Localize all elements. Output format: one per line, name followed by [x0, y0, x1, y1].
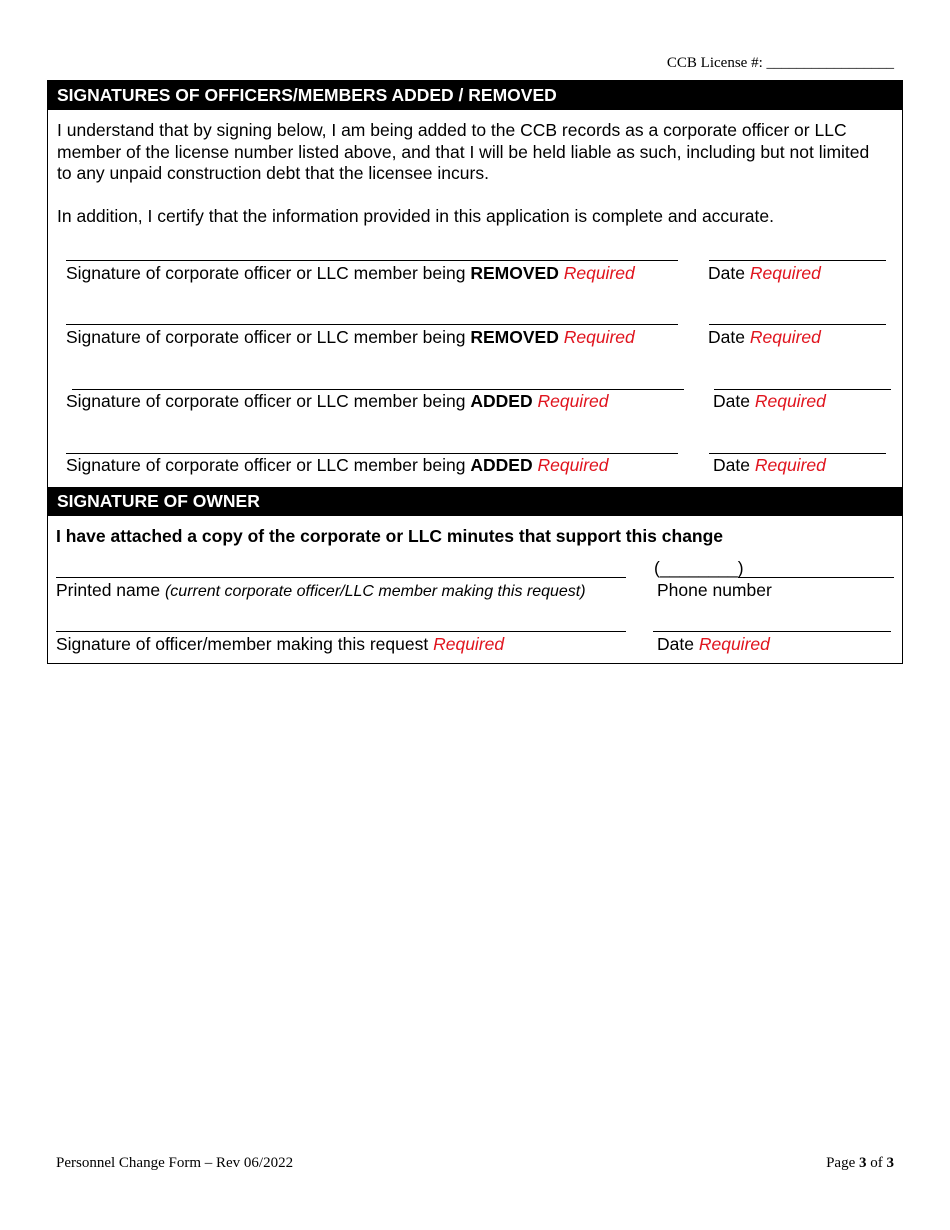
section-header-signatures: SIGNATURES OF OFFICERS/MEMBERS ADDED / REMOVED [48, 81, 902, 110]
minutes-attached-statement: I have attached a copy of the corporate or LLC minutes that support this change [56, 526, 724, 546]
ccb-license-field [667, 55, 894, 72]
signature-label-added-2: Signature of corporate officer or LLC member being ADDED Required [66, 455, 609, 475]
signature-line-added-2[interactable] [66, 453, 678, 454]
owner-date-line[interactable] [653, 631, 891, 632]
required-marker: Required [433, 634, 505, 654]
required-marker: Required [754, 391, 826, 411]
ccb-license-input[interactable]: _________________ [766, 55, 894, 71]
phone-area-code[interactable]: (________) [654, 558, 744, 578]
ccb-license-label: CCB License #: [666, 55, 763, 71]
form-frame [47, 80, 903, 664]
date-label-removed-2: Date Required [708, 327, 821, 347]
printed-name-line[interactable] [56, 577, 626, 578]
date-line-added-2[interactable] [709, 453, 886, 454]
signature-label-added-1: Signature of corporate officer or LLC member being ADDED Required [66, 391, 609, 411]
required-marker: Required [563, 263, 635, 283]
date-label-added-2: Date Required [713, 455, 826, 475]
required-marker: Required [749, 327, 821, 347]
page-number: Page 3 of 3 [826, 1155, 894, 1171]
certification-statement: In addition, I certify that the information provided in this application is complete and accurate. [57, 206, 774, 226]
signature-line-removed-1[interactable] [66, 260, 678, 261]
date-line-removed-2[interactable] [709, 324, 886, 325]
signature-line-added-1[interactable] [72, 389, 684, 390]
required-marker: Required [563, 327, 635, 347]
signature-label-removed-2: Signature of corporate officer or LLC member being REMOVED Required [66, 327, 635, 347]
required-marker: Required [537, 455, 609, 475]
required-marker: Required [749, 263, 821, 283]
date-label-removed-1: Date Required [708, 263, 821, 283]
date-label-added-1: Date Required [713, 391, 826, 411]
form-revision-footer: Personnel Change Form – Rev 06/2022 [56, 1155, 294, 1171]
phone-number-label: Phone number [657, 580, 772, 600]
owner-signature-line[interactable] [56, 631, 626, 632]
required-marker: Required [754, 455, 826, 475]
printed-name-label: Printed name (current corporate officer/LLC member making this request) [56, 580, 586, 600]
owner-signature-label: Signature of officer/member making this request Required [56, 634, 505, 654]
phone-number-line[interactable] [738, 577, 894, 578]
date-line-removed-1[interactable] [709, 260, 886, 261]
liability-statement: I understand that by signing below, I am being added to the CCB records as a corporate officer or LLC member of the license number listed above, and that I will be held liable as such, including but not limited to any unpaid construction debt that the licensee incurs. [57, 120, 870, 183]
section-header-owner: SIGNATURE OF OWNER [48, 487, 902, 516]
printed-name-note: (current corporate officer/LLC member making this request) [164, 583, 586, 600]
date-line-added-1[interactable] [714, 389, 891, 390]
required-marker: Required [537, 391, 609, 411]
signature-label-removed-1: Signature of corporate officer or LLC member being REMOVED Required [66, 263, 635, 283]
owner-date-label: Date Required [657, 634, 770, 654]
signature-line-removed-2[interactable] [66, 324, 678, 325]
required-marker: Required [698, 634, 770, 654]
